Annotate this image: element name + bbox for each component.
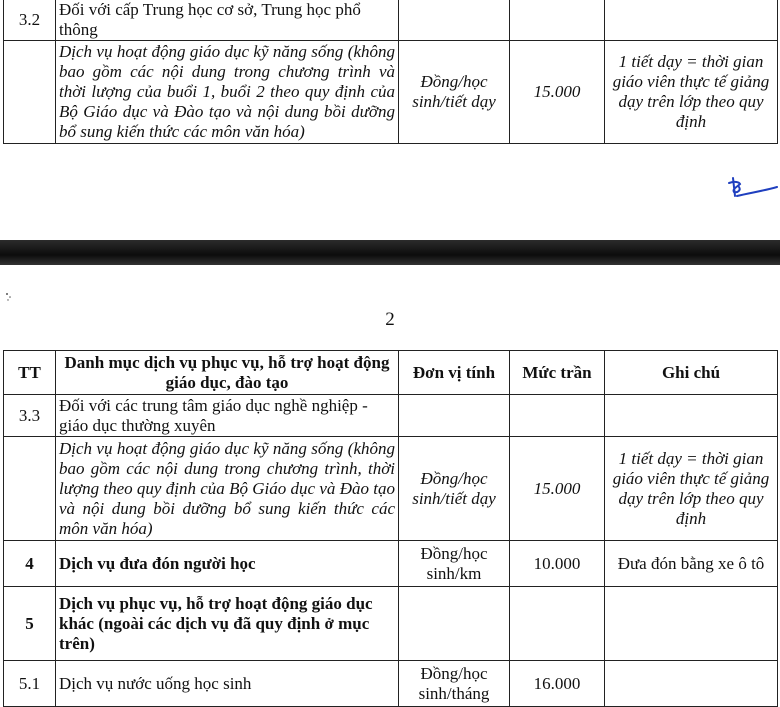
header-category: Danh mục dịch vụ phục vụ, hỗ trợ hoạt động giáo dục, đào tạo: [56, 351, 399, 395]
note-cell: 1 tiết dạy = thời gian giáo viên thực tế giảng dạy trên lớp theo quy định: [605, 437, 778, 541]
service-label: Dịch vụ phục vụ, hỗ trợ hoạt động giáo dục khác (ngoài các dịch vụ đã quy định ở mục trên): [56, 587, 399, 661]
row-number: 3.3: [4, 395, 56, 437]
unit-cell: Đồng/học sinh/tháng: [399, 661, 510, 707]
fee-table: [3, 350, 778, 707]
service-label: Dịch vụ nước uống học sinh: [56, 661, 399, 707]
table-row: [4, 395, 778, 437]
row-number: 5.1: [4, 661, 56, 707]
service-label: Dịch vụ đưa đón người học: [56, 541, 399, 587]
service-description: Dịch vụ hoạt động giáo dục kỹ năng sống (không bao gồm các nội dung trong chương trình và thời lượng của buổi 1, buổi 2 theo quy định của Bộ Giáo dục và Đào tạo và nội dung bồi dưỡng bổ sung kiến thức các môn văn hóa): [56, 41, 399, 144]
table-row: [4, 437, 778, 541]
table-row: [4, 41, 778, 144]
table-row: [4, 541, 778, 587]
page-number: 2: [385, 309, 395, 330]
table-header-row: [4, 351, 778, 395]
table-row: [4, 587, 778, 661]
price-cell: 10.000: [510, 541, 605, 587]
row-number: 4: [4, 541, 56, 587]
price-cell: 16.000: [510, 661, 605, 707]
handwritten-initial-mark: [723, 174, 779, 204]
row-number: 5: [4, 587, 56, 661]
note-cell: Đưa đón bằng xe ô tô: [605, 541, 778, 587]
section-label: Đối với cấp Trung học cơ sở, Trung học phổ thông: [56, 0, 399, 41]
header-note: Ghi chú: [605, 351, 778, 395]
table-row: [4, 0, 778, 41]
page-separator: [0, 240, 780, 265]
unit-cell: Đồng/học sinh/tiết dạy: [399, 437, 510, 541]
table-row: [4, 661, 778, 707]
unit-cell: Đồng/học sinh/tiết dạy: [399, 41, 510, 144]
unit-cell: Đồng/học sinh/km: [399, 541, 510, 587]
scan-speck: [5, 292, 13, 302]
header-ceiling: Mức trần: [510, 351, 605, 395]
note-cell: 1 tiết dạy = thời gian giáo viên thực tế giảng dạy trên lớp theo quy định: [605, 41, 778, 144]
fee-table-top: [3, 0, 778, 144]
section-label: Đối với các trung tâm giáo dục nghề nghiệp - giáo dục thường xuyên: [56, 395, 399, 437]
header-tt: TT: [4, 351, 56, 395]
price-cell: 15.000: [510, 437, 605, 541]
price-cell: 15.000: [510, 41, 605, 144]
row-number: 3.2: [4, 0, 56, 41]
service-description: Dịch vụ hoạt động giáo dục kỹ năng sống (không bao gồm các nội dung trong chương trình, thời lượng theo quy định của Bộ Giáo dục và Đào tạo và nội dung bồi dưỡng bổ sung kiến thức các môn văn hóa): [56, 437, 399, 541]
header-unit: Đơn vị tính: [399, 351, 510, 395]
